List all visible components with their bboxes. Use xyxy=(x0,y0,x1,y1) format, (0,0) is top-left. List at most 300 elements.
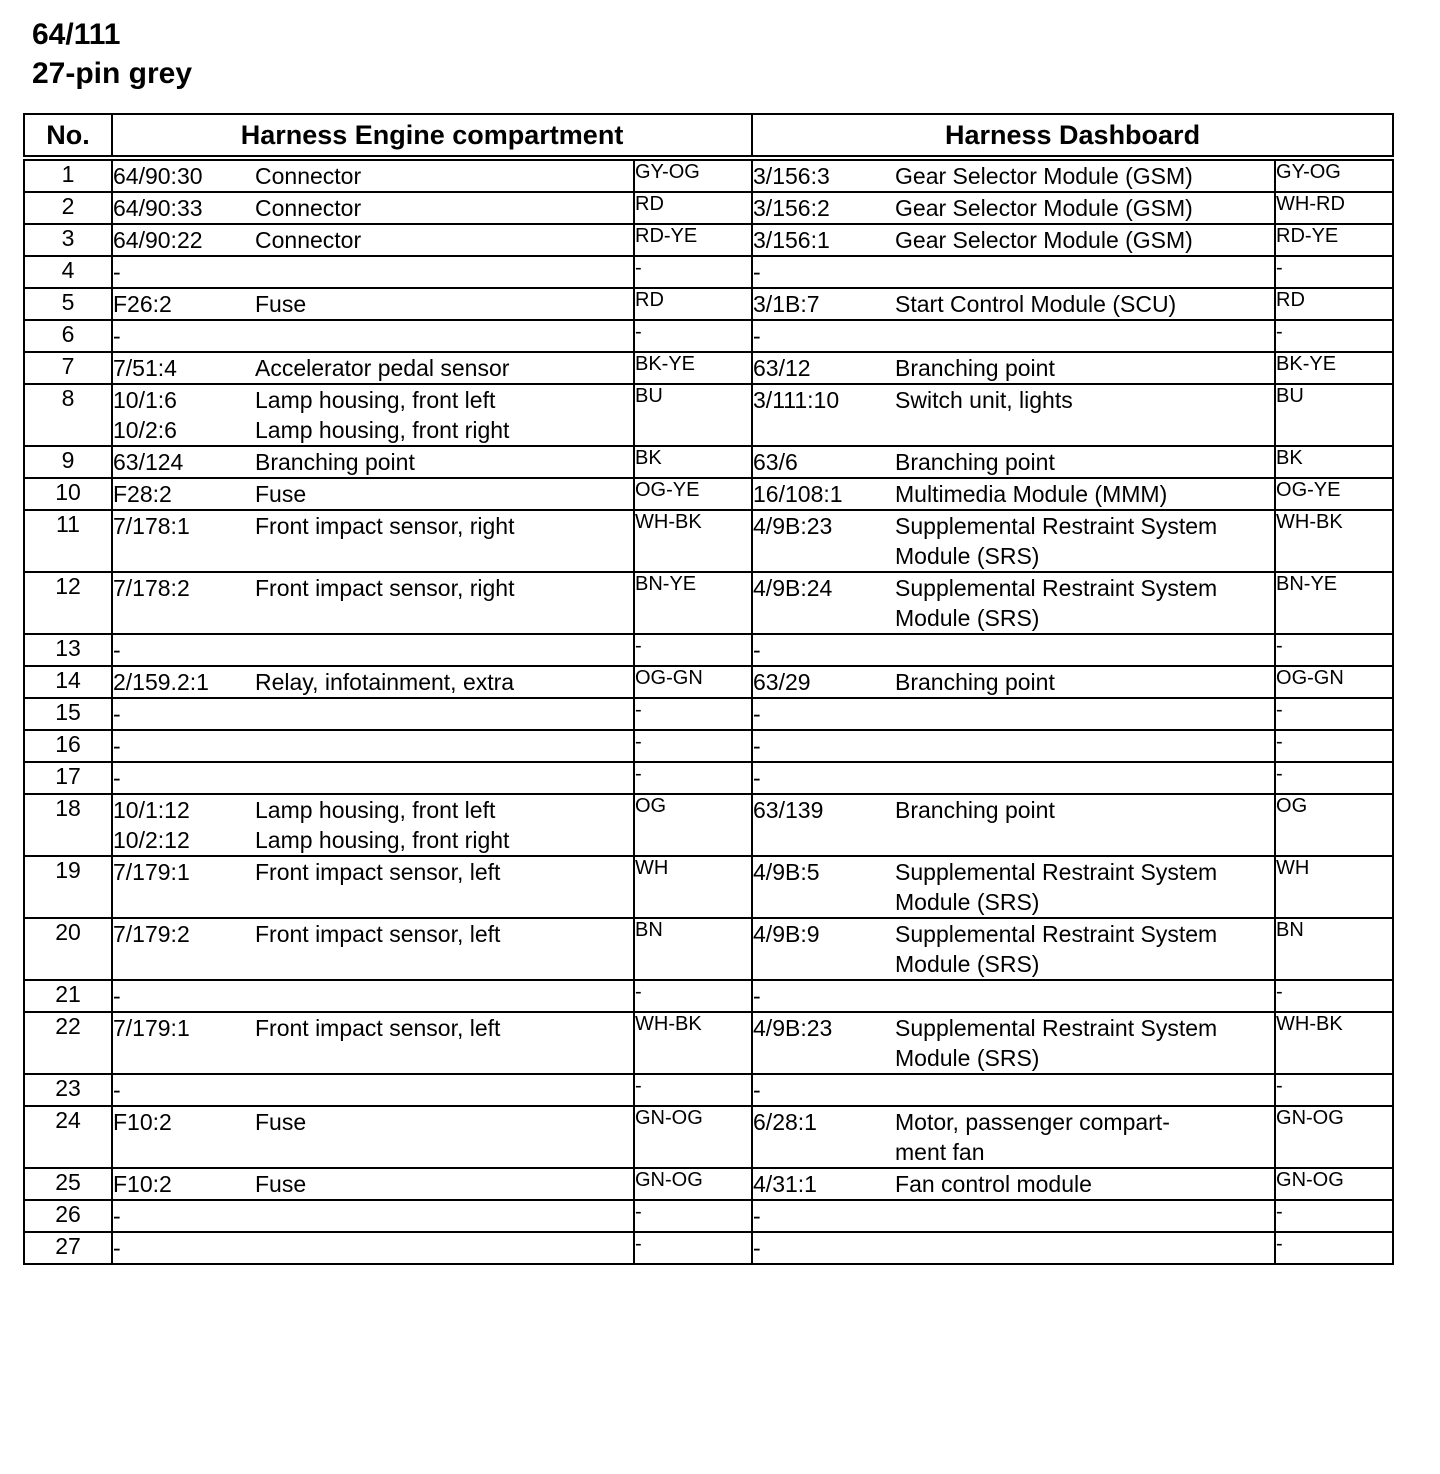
table-row xyxy=(24,856,1393,918)
engine-wire-color: OG-YE xyxy=(634,478,752,510)
dashboard-component-id: 3/156:2 xyxy=(753,195,830,221)
engine-component-line xyxy=(113,699,633,729)
engine-component-id: 10/1:12 xyxy=(113,797,190,823)
engine-wire-color: - xyxy=(634,320,752,352)
dashboard-wire-color: - xyxy=(1275,762,1393,794)
engine-components xyxy=(112,256,634,288)
engine-component-line xyxy=(113,385,633,415)
engine-component-description xyxy=(255,635,633,665)
engine-component-id: 64/90:30 xyxy=(113,163,203,189)
engine-component-line xyxy=(113,667,633,697)
dashboard-component-line xyxy=(753,193,1274,223)
table-row xyxy=(24,192,1393,224)
dashboard-wire-color: BK xyxy=(1275,446,1393,478)
engine-components xyxy=(112,730,634,762)
table-row xyxy=(24,384,1393,446)
engine-components xyxy=(112,794,634,856)
dashboard-component-line xyxy=(753,353,1274,383)
pin-number: 19 xyxy=(24,856,112,918)
table-row xyxy=(24,510,1393,572)
engine-wire-color: WH-BK xyxy=(634,1012,752,1074)
engine-component-id: 10/2:12 xyxy=(113,827,190,853)
pin-number: 25 xyxy=(24,1168,112,1200)
dashboard-component-description: Start Control Module (SCU) xyxy=(895,291,1177,317)
pin-number: 2 xyxy=(24,192,112,224)
dashboard-component-description: Gear Selector Module (GSM) xyxy=(895,227,1193,253)
dashboard-components xyxy=(752,666,1275,698)
engine-component-description: Lamp housing, front left xyxy=(255,387,496,413)
dashboard-wire-color: BU xyxy=(1275,384,1393,446)
connector-id-title: 64/111 xyxy=(32,18,121,51)
dashboard-component-id: - xyxy=(753,765,761,791)
dashboard-component-line xyxy=(753,447,1274,477)
engine-component-id: 64/90:22 xyxy=(113,227,203,253)
engine-component-id: - xyxy=(113,1203,121,1229)
engine-component-line xyxy=(113,1107,633,1137)
engine-components xyxy=(112,158,634,192)
pin-number: 11 xyxy=(24,510,112,572)
dashboard-component-description: Gear Selector Module (GSM) xyxy=(895,163,1193,189)
table-row xyxy=(24,478,1393,510)
engine-wire-color: RD xyxy=(634,288,752,320)
engine-components xyxy=(112,1168,634,1200)
dashboard-component-description: Supplemental Restraint System xyxy=(895,859,1218,885)
dashboard-component-line xyxy=(753,603,1274,633)
table-row xyxy=(24,1106,1393,1168)
dashboard-component-id: - xyxy=(753,1077,761,1103)
dashboard-component-id xyxy=(753,603,895,633)
dashboard-component-description xyxy=(895,635,1274,665)
engine-component-description xyxy=(255,1233,633,1263)
dashboard-component-line xyxy=(753,1169,1274,1199)
engine-components xyxy=(112,288,634,320)
table-row xyxy=(24,446,1393,478)
engine-component-id: - xyxy=(113,637,121,663)
dashboard-wire-color: - xyxy=(1275,1074,1393,1106)
pin-number: 6 xyxy=(24,320,112,352)
pin-number: 8 xyxy=(24,384,112,446)
engine-component-line xyxy=(113,353,633,383)
table-row xyxy=(24,762,1393,794)
pin-number: 26 xyxy=(24,1200,112,1232)
table-row xyxy=(24,572,1393,634)
dashboard-wire-color: OG-YE xyxy=(1275,478,1393,510)
engine-wire-color: OG xyxy=(634,794,752,856)
dashboard-wire-color: BN xyxy=(1275,918,1393,980)
engine-components xyxy=(112,1012,634,1074)
engine-component-description: Relay, infotainment, extra xyxy=(255,669,515,695)
engine-component-id: F26:2 xyxy=(113,291,172,317)
dashboard-component-line xyxy=(753,573,1274,603)
dashboard-wire-color: RD-YE xyxy=(1275,224,1393,256)
engine-components xyxy=(112,478,634,510)
dashboard-components xyxy=(752,1074,1275,1106)
table-header-row xyxy=(24,114,1393,158)
engine-component-id: - xyxy=(113,765,121,791)
engine-component-description: Connector xyxy=(255,195,362,221)
engine-components xyxy=(112,446,634,478)
dashboard-component-line xyxy=(753,1075,1274,1105)
engine-component-description: Front impact sensor, right xyxy=(255,575,515,601)
dashboard-component-line xyxy=(753,635,1274,665)
dashboard-component-description: Branching point xyxy=(895,669,1055,695)
dashboard-components xyxy=(752,192,1275,224)
engine-component-line xyxy=(113,289,633,319)
dashboard-component-description: Branching point xyxy=(895,355,1055,381)
dashboard-component-line xyxy=(753,479,1274,509)
pin-number: 9 xyxy=(24,446,112,478)
dashboard-wire-color: OG xyxy=(1275,794,1393,856)
dashboard-component-description xyxy=(895,1075,1274,1105)
engine-component-id: 7/179:1 xyxy=(113,1015,190,1041)
dashboard-component-description: Module (SRS) xyxy=(895,1045,1040,1071)
engine-wire-color: - xyxy=(634,762,752,794)
engine-components xyxy=(112,572,634,634)
dashboard-wire-color: WH-RD xyxy=(1275,192,1393,224)
engine-component-line xyxy=(113,1013,633,1043)
table-row xyxy=(24,352,1393,384)
dashboard-component-line xyxy=(753,511,1274,541)
engine-wire-color: OG-GN xyxy=(634,666,752,698)
engine-component-description: Connector xyxy=(255,163,362,189)
dashboard-component-line xyxy=(753,763,1274,793)
dashboard-component-description xyxy=(895,981,1274,1011)
engine-component-id: - xyxy=(113,701,121,727)
dashboard-component-line xyxy=(753,731,1274,761)
table-row xyxy=(24,634,1393,666)
dashboard-components xyxy=(752,384,1275,446)
dashboard-wire-color: - xyxy=(1275,634,1393,666)
dashboard-component-id xyxy=(753,1043,895,1073)
dashboard-component-id: 4/9B:24 xyxy=(753,575,833,601)
dashboard-component-line xyxy=(753,919,1274,949)
dashboard-components xyxy=(752,478,1275,510)
dashboard-components xyxy=(752,288,1275,320)
dashboard-component-id: 3/111:10 xyxy=(753,387,840,413)
dashboard-components xyxy=(752,762,1275,794)
pin-number: 16 xyxy=(24,730,112,762)
dashboard-components xyxy=(752,352,1275,384)
dashboard-component-id xyxy=(753,887,895,917)
engine-component-line xyxy=(113,257,633,287)
pin-number: 1 xyxy=(24,158,112,192)
dashboard-wire-color: WH-BK xyxy=(1275,510,1393,572)
pin-number: 17 xyxy=(24,762,112,794)
engine-component-description: Lamp housing, front right xyxy=(255,417,510,443)
dashboard-component-description xyxy=(895,257,1274,287)
dashboard-component-line xyxy=(753,1107,1274,1137)
engine-component-id: 64/90:33 xyxy=(113,195,203,221)
dashboard-wire-color: - xyxy=(1275,730,1393,762)
table-row xyxy=(24,320,1393,352)
dashboard-components xyxy=(752,572,1275,634)
header-engine-harness: Harness Engine compartment xyxy=(112,114,752,158)
engine-component-description: Fuse xyxy=(255,481,307,507)
dashboard-components xyxy=(752,1012,1275,1074)
dashboard-components xyxy=(752,510,1275,572)
engine-component-line xyxy=(113,1201,633,1231)
engine-component-id: - xyxy=(113,259,121,285)
engine-component-line xyxy=(113,321,633,351)
pin-number: 23 xyxy=(24,1074,112,1106)
pin-number: 10 xyxy=(24,478,112,510)
engine-component-line xyxy=(113,511,633,541)
engine-wire-color: BN xyxy=(634,918,752,980)
dashboard-component-description: Supplemental Restraint System xyxy=(895,921,1218,947)
engine-component-id: F10:2 xyxy=(113,1171,172,1197)
dashboard-components xyxy=(752,698,1275,730)
dashboard-component-id: 3/1B:7 xyxy=(753,291,820,317)
engine-component-line xyxy=(113,635,633,665)
engine-component-line xyxy=(113,795,633,825)
dashboard-wire-color: - xyxy=(1275,698,1393,730)
engine-wire-color: BK xyxy=(634,446,752,478)
engine-component-description: Accelerator pedal sensor xyxy=(255,355,510,381)
dashboard-component-id: 4/9B:5 xyxy=(753,859,820,885)
engine-components xyxy=(112,352,634,384)
engine-component-line xyxy=(113,763,633,793)
dashboard-component-id: 3/156:1 xyxy=(753,227,830,253)
dashboard-component-id: - xyxy=(753,259,761,285)
pin-number: 14 xyxy=(24,666,112,698)
dashboard-component-line xyxy=(753,699,1274,729)
table-row xyxy=(24,1012,1393,1074)
engine-wire-color: - xyxy=(634,256,752,288)
dashboard-wire-color: RD xyxy=(1275,288,1393,320)
dashboard-wire-color: WH-BK xyxy=(1275,1012,1393,1074)
dashboard-component-id: 63/139 xyxy=(753,797,824,823)
pin-number: 18 xyxy=(24,794,112,856)
engine-component-id: 7/178:2 xyxy=(113,575,190,601)
dashboard-component-line xyxy=(753,667,1274,697)
pin-number: 22 xyxy=(24,1012,112,1074)
connector-type-title: 27-pin grey xyxy=(32,57,193,90)
dashboard-component-description: Module (SRS) xyxy=(895,951,1040,977)
dashboard-component-line xyxy=(753,161,1274,191)
pin-number: 7 xyxy=(24,352,112,384)
dashboard-components xyxy=(752,224,1275,256)
engine-component-id: - xyxy=(113,733,121,759)
pin-assignment-table xyxy=(23,113,1394,1265)
engine-components xyxy=(112,320,634,352)
dashboard-wire-color: - xyxy=(1275,1232,1393,1264)
dashboard-components xyxy=(752,1168,1275,1200)
dashboard-component-description: Switch unit, lights xyxy=(895,387,1073,413)
table-row xyxy=(24,730,1393,762)
dashboard-components xyxy=(752,856,1275,918)
dashboard-components xyxy=(752,320,1275,352)
dashboard-component-description: Supplemental Restraint System xyxy=(895,1015,1218,1041)
dashboard-component-description: ment fan xyxy=(895,1139,985,1165)
engine-component-description: Front impact sensor, left xyxy=(255,859,501,885)
dashboard-component-line xyxy=(753,981,1274,1011)
engine-component-line xyxy=(113,1075,633,1105)
dashboard-component-id xyxy=(753,949,895,979)
dashboard-component-id: 4/31:1 xyxy=(753,1171,817,1197)
pin-number: 5 xyxy=(24,288,112,320)
dashboard-components xyxy=(752,158,1275,192)
dashboard-wire-color: BK-YE xyxy=(1275,352,1393,384)
dashboard-component-line xyxy=(753,289,1274,319)
engine-component-id: F10:2 xyxy=(113,1109,172,1135)
dashboard-component-line xyxy=(753,1043,1274,1073)
dashboard-components xyxy=(752,980,1275,1012)
dashboard-component-description: Supplemental Restraint System xyxy=(895,513,1218,539)
engine-wire-color: - xyxy=(634,698,752,730)
dashboard-component-description xyxy=(895,1233,1274,1263)
engine-component-description xyxy=(255,321,633,351)
engine-component-line xyxy=(113,1233,633,1263)
table-row xyxy=(24,980,1393,1012)
engine-wire-color: - xyxy=(634,730,752,762)
dashboard-component-id: 63/29 xyxy=(753,669,811,695)
dashboard-components xyxy=(752,1232,1275,1264)
dashboard-component-description: Multimedia Module (MMM) xyxy=(895,481,1168,507)
dashboard-components xyxy=(752,1106,1275,1168)
engine-component-description: Fuse xyxy=(255,1171,307,1197)
engine-component-id: 10/2:6 xyxy=(113,417,177,443)
engine-components xyxy=(112,918,634,980)
pin-number: 15 xyxy=(24,698,112,730)
dashboard-component-id: 4/9B:23 xyxy=(753,513,833,539)
pin-rows xyxy=(24,158,1393,1264)
engine-wire-color: BN-YE xyxy=(634,572,752,634)
dashboard-component-line xyxy=(753,541,1274,571)
engine-wire-color: RD xyxy=(634,192,752,224)
table-row xyxy=(24,1232,1393,1264)
table-row xyxy=(24,698,1393,730)
dashboard-wire-color: - xyxy=(1275,1200,1393,1232)
engine-component-description: Front impact sensor, left xyxy=(255,1015,501,1041)
dashboard-component-line xyxy=(753,1233,1274,1263)
dashboard-component-id: - xyxy=(753,733,761,759)
engine-component-id: - xyxy=(113,1235,121,1261)
dashboard-component-id xyxy=(753,1137,895,1167)
engine-components xyxy=(112,762,634,794)
dashboard-component-description: Module (SRS) xyxy=(895,605,1040,631)
dashboard-wire-color: GY-OG xyxy=(1275,158,1393,192)
engine-component-description xyxy=(255,763,633,793)
engine-component-line xyxy=(113,919,633,949)
dashboard-component-id: 6/28:1 xyxy=(753,1109,817,1135)
engine-component-line xyxy=(113,825,633,855)
engine-components xyxy=(112,856,634,918)
dashboard-component-line xyxy=(753,1201,1274,1231)
engine-components xyxy=(112,192,634,224)
header-dashboard-harness: Harness Dashboard xyxy=(752,114,1393,158)
engine-components xyxy=(112,980,634,1012)
dashboard-component-description xyxy=(895,699,1274,729)
pin-number: 27 xyxy=(24,1232,112,1264)
engine-component-description xyxy=(255,1075,633,1105)
table-row xyxy=(24,256,1393,288)
dashboard-component-id: 3/156:3 xyxy=(753,163,830,189)
engine-components xyxy=(112,1200,634,1232)
dashboard-component-line xyxy=(753,857,1274,887)
dashboard-component-id: 4/9B:9 xyxy=(753,921,820,947)
dashboard-component-line xyxy=(753,887,1274,917)
dashboard-components xyxy=(752,918,1275,980)
engine-component-line xyxy=(113,415,633,445)
header-no: No. xyxy=(24,114,112,158)
engine-component-line xyxy=(113,731,633,761)
engine-component-description: Lamp housing, front left xyxy=(255,797,496,823)
engine-wire-color: RD-YE xyxy=(634,224,752,256)
engine-wire-color: GN-OG xyxy=(634,1106,752,1168)
table-row xyxy=(24,666,1393,698)
engine-component-description xyxy=(255,1201,633,1231)
dashboard-component-description xyxy=(895,731,1274,761)
dashboard-component-line xyxy=(753,795,1274,825)
engine-component-description xyxy=(255,981,633,1011)
dashboard-component-description xyxy=(895,321,1274,351)
engine-components xyxy=(112,1232,634,1264)
engine-component-id: - xyxy=(113,983,121,1009)
dashboard-component-line xyxy=(753,385,1274,415)
dashboard-components xyxy=(752,634,1275,666)
engine-wire-color: GY-OG xyxy=(634,158,752,192)
dashboard-component-description: Supplemental Restraint System xyxy=(895,575,1218,601)
table-row xyxy=(24,794,1393,856)
dashboard-component-line xyxy=(753,321,1274,351)
dashboard-components xyxy=(752,730,1275,762)
engine-component-line xyxy=(113,225,633,255)
dashboard-component-line xyxy=(753,1137,1274,1167)
engine-component-description: Fuse xyxy=(255,291,307,317)
dashboard-component-id: 63/6 xyxy=(753,449,798,475)
pin-number: 13 xyxy=(24,634,112,666)
engine-wire-color: - xyxy=(634,1232,752,1264)
dashboard-component-id: - xyxy=(753,983,761,1009)
engine-components xyxy=(112,384,634,446)
engine-wire-color: - xyxy=(634,980,752,1012)
engine-component-description: Branching point xyxy=(255,449,415,475)
engine-wire-color: BU xyxy=(634,384,752,446)
engine-component-line xyxy=(113,573,633,603)
table-row xyxy=(24,1074,1393,1106)
dashboard-component-id: - xyxy=(753,1203,761,1229)
dashboard-component-description xyxy=(895,1201,1274,1231)
engine-component-id: 7/51:4 xyxy=(113,355,177,381)
dashboard-components xyxy=(752,256,1275,288)
engine-component-id: 2/159.2:1 xyxy=(113,669,209,695)
dashboard-component-description: Motor, passenger compart- xyxy=(895,1109,1170,1135)
engine-components xyxy=(112,1074,634,1106)
dashboard-component-description: Module (SRS) xyxy=(895,543,1040,569)
dashboard-wire-color: GN-OG xyxy=(1275,1168,1393,1200)
engine-component-description: Fuse xyxy=(255,1109,307,1135)
engine-component-id: 7/179:1 xyxy=(113,859,190,885)
pin-number: 20 xyxy=(24,918,112,980)
engine-component-description xyxy=(255,257,633,287)
dashboard-component-id: - xyxy=(753,323,761,349)
dashboard-component-description: Module (SRS) xyxy=(895,889,1040,915)
engine-component-id: 10/1:6 xyxy=(113,387,177,413)
table-row xyxy=(24,1168,1393,1200)
dashboard-components xyxy=(752,1200,1275,1232)
dashboard-component-line xyxy=(753,257,1274,287)
dashboard-component-description: Branching point xyxy=(895,449,1055,475)
engine-component-line xyxy=(113,447,633,477)
dashboard-component-id: - xyxy=(753,637,761,663)
dashboard-components xyxy=(752,794,1275,856)
engine-wire-color: GN-OG xyxy=(634,1168,752,1200)
engine-component-id: 7/178:1 xyxy=(113,513,190,539)
dashboard-components xyxy=(752,446,1275,478)
engine-components xyxy=(112,698,634,730)
table-row xyxy=(24,224,1393,256)
engine-component-id: - xyxy=(113,1077,121,1103)
